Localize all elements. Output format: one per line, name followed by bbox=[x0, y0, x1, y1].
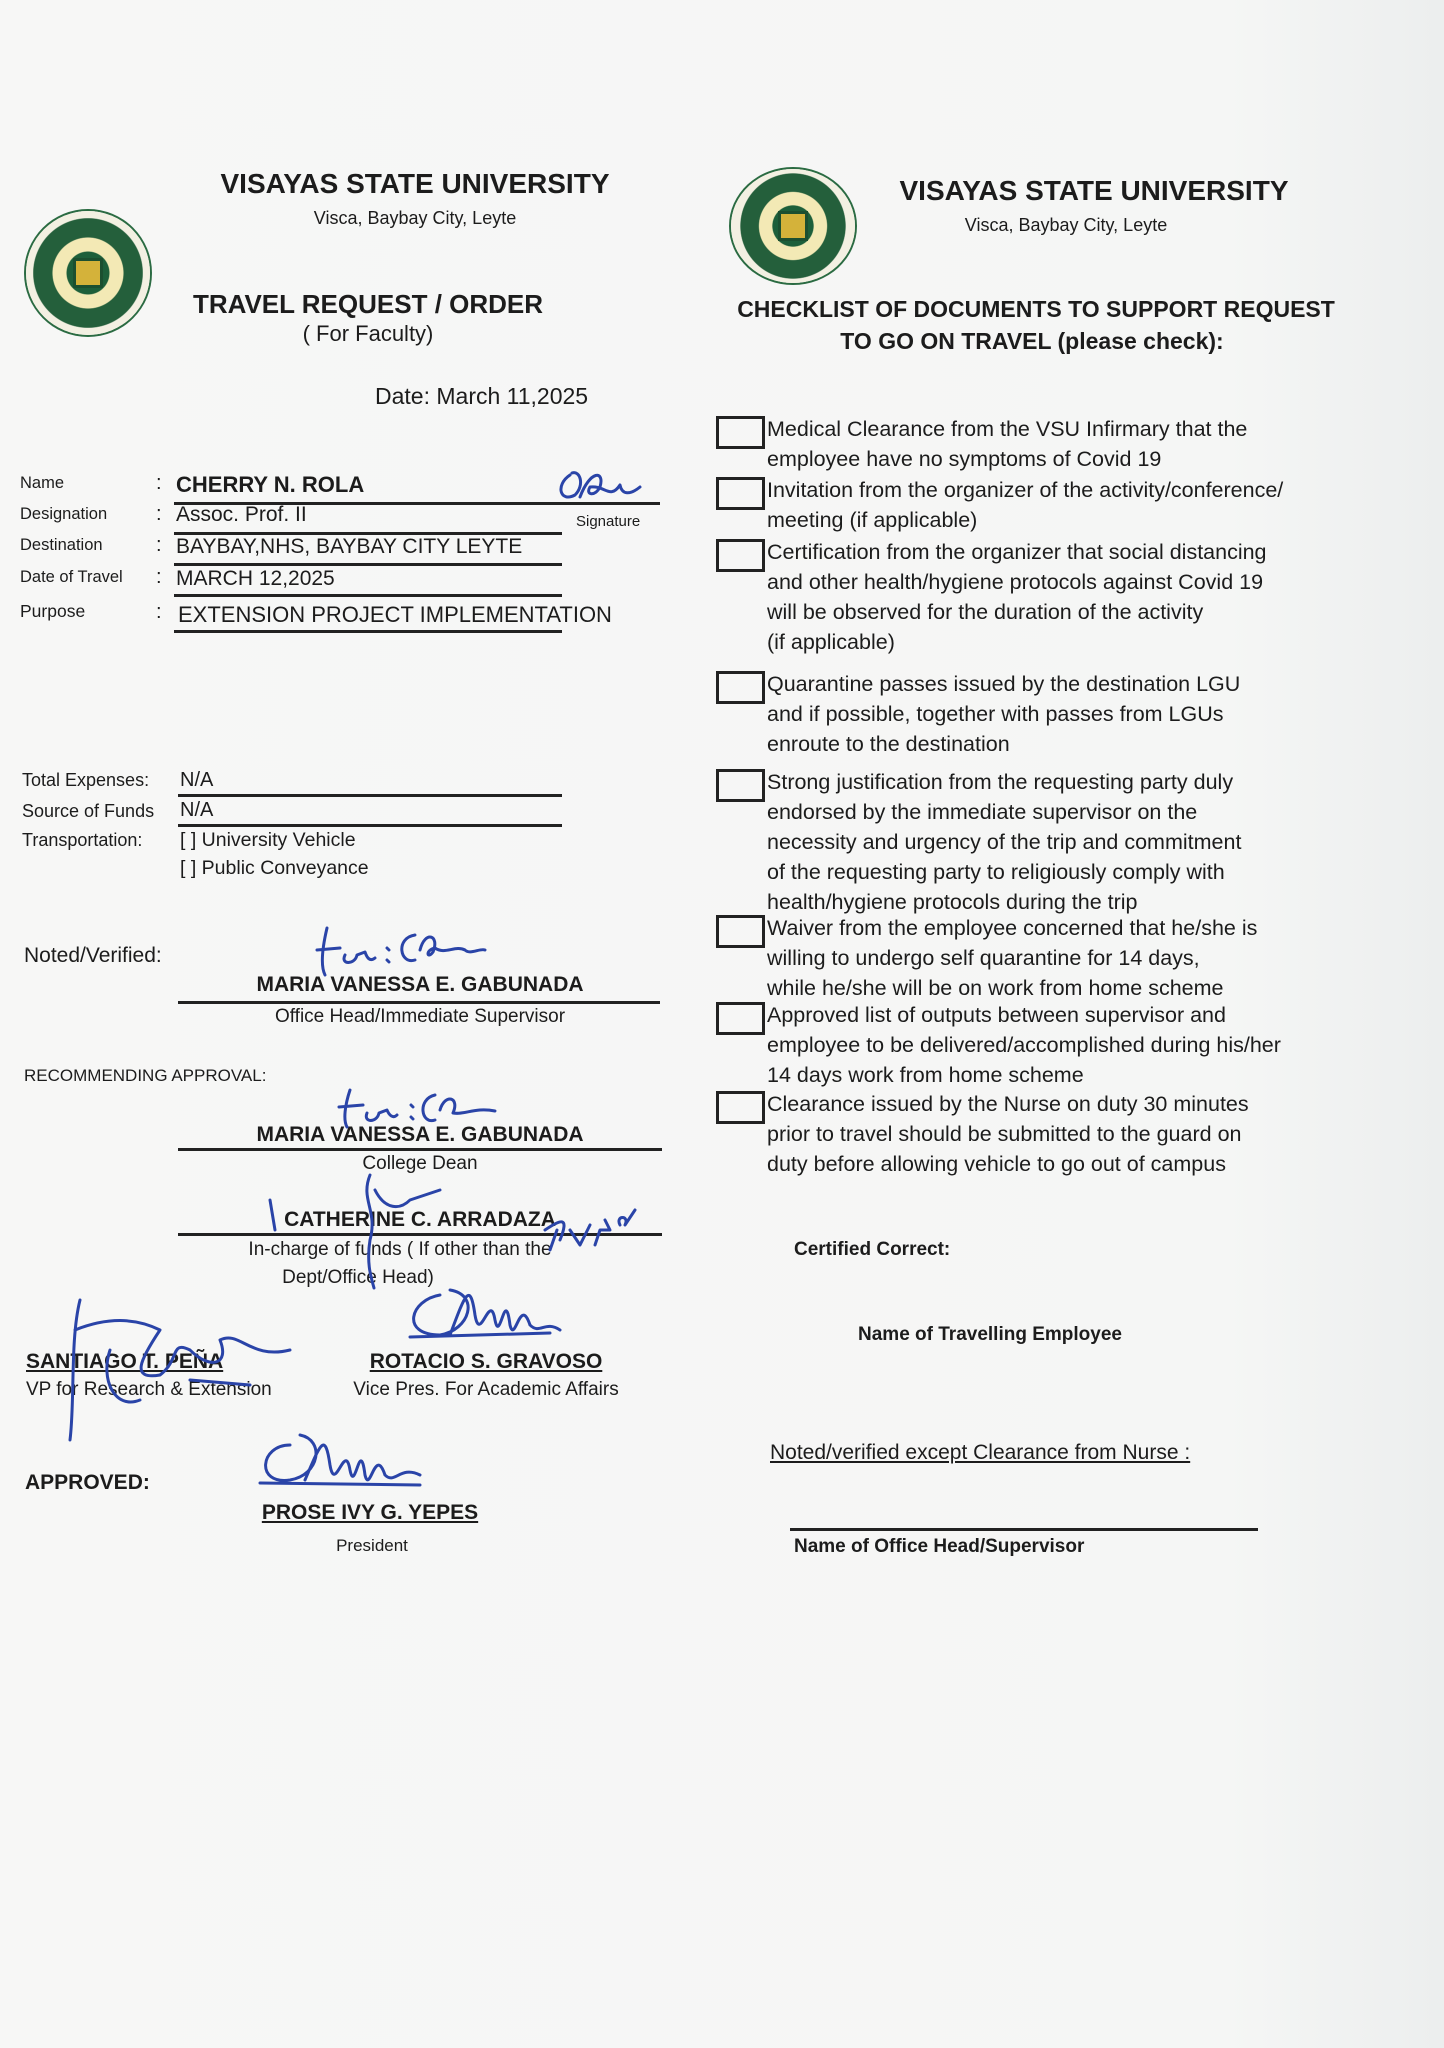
signature-label: Signature bbox=[576, 513, 641, 530]
checklist-item-line: Medical Clearance from the VSU Infirmary that the bbox=[767, 417, 1248, 441]
form-subtitle: ( For Faculty) bbox=[302, 321, 434, 346]
designation-value: Assoc. Prof. II bbox=[176, 503, 307, 526]
vp-research-name: SANTIAGO T. PEÑA bbox=[26, 1350, 224, 1373]
checklist-checkbox[interactable] bbox=[716, 416, 765, 449]
checklist-item-line: of the requesting party to religiously comply with bbox=[767, 860, 1225, 884]
date-of-travel-value: MARCH 12,2025 bbox=[176, 567, 335, 590]
checklist-item-line: (if applicable) bbox=[767, 630, 895, 654]
source-of-funds-value: N/A bbox=[180, 799, 214, 821]
transportation-label: Transportation: bbox=[22, 830, 143, 850]
checklist-item-line: Clearance issued by the Nurse on duty 30 minutes bbox=[767, 1092, 1249, 1116]
checklist-item-line: 14 days work from home scheme bbox=[767, 1063, 1084, 1087]
noted-except-nurse-label: Noted/verified except Clearance from Nurse : bbox=[770, 1441, 1191, 1464]
funds-officer-name: CATHERINE C. ARRADAZA bbox=[284, 1208, 556, 1231]
checklist-checkbox[interactable] bbox=[716, 477, 765, 510]
funds-officer-title-1: In-charge of funds ( If other than the bbox=[248, 1239, 552, 1260]
checklist-item-line: Strong justification from the requesting party duly bbox=[767, 770, 1234, 794]
noted-signature bbox=[315, 920, 495, 980]
total-expenses-label: Total Expenses: bbox=[22, 770, 150, 790]
checklist-item-line: necessity and urgency of the trip and commitment bbox=[767, 830, 1242, 854]
purpose-value: EXTENSION PROJECT IMPLEMENTATION bbox=[178, 602, 612, 627]
checklist-checkbox[interactable] bbox=[716, 769, 765, 802]
colon: : bbox=[156, 503, 162, 525]
checklist-checkbox[interactable] bbox=[716, 1091, 765, 1124]
office-head-label: Name of Office Head/Supervisor bbox=[794, 1536, 1085, 1557]
noted-signature-line bbox=[178, 1001, 660, 1004]
checklist-item-line: and if possible, together with passes from LGUs bbox=[767, 702, 1224, 726]
university-name-left: VISAYAS STATE UNIVERSITY bbox=[220, 168, 610, 199]
colon: : bbox=[156, 472, 162, 494]
recommending-approval-label: RECOMMENDING APPROVAL: bbox=[24, 1066, 267, 1085]
transport-option-public-conveyance[interactable]: [ ] Public Conveyance bbox=[180, 857, 369, 879]
checklist-item-line: Approved list of outputs between supervisor and bbox=[767, 1003, 1226, 1027]
president-title: President bbox=[336, 1536, 408, 1555]
checklist-item bbox=[767, 537, 1267, 657]
noted-name: MARIA VANESSA E. GABUNADA bbox=[256, 973, 584, 996]
vp-academic-title: Vice Pres. For Academic Affairs bbox=[353, 1379, 619, 1400]
president-signature bbox=[250, 1425, 430, 1500]
purpose-underline bbox=[174, 630, 562, 633]
dean-signature bbox=[335, 1085, 505, 1130]
checklist-item-line: Invitation from the organizer of the activity/conference/ bbox=[767, 478, 1284, 502]
checklist-item bbox=[767, 1089, 1249, 1179]
checklist-item-line: enroute to the destination bbox=[767, 732, 1010, 756]
office-head-signature-line bbox=[790, 1528, 1258, 1531]
destination-underline bbox=[174, 563, 562, 566]
checklist-item-line: will be observed for the duration of the activity bbox=[767, 600, 1204, 624]
checklist-item-line: meeting (if applicable) bbox=[767, 508, 978, 532]
university-address-left: Visca, Baybay City, Leyte bbox=[313, 208, 517, 228]
president-name: PROSE IVY G. YEPES bbox=[261, 1501, 479, 1524]
dean-signature-line bbox=[178, 1148, 662, 1151]
checklist-item-line: prior to travel should be submitted to the guard on bbox=[767, 1122, 1242, 1146]
checklist-title-line-1: CHECKLIST OF DOCUMENTS TO SUPPORT REQUEST bbox=[737, 296, 1335, 322]
checklist-item bbox=[767, 913, 1257, 1003]
checklist-item-line: Waiver from the employee concerned that he/she is bbox=[767, 916, 1258, 940]
checklist-item bbox=[767, 1000, 1281, 1090]
total-expenses-value: N/A bbox=[180, 769, 214, 791]
checklist-checkbox[interactable] bbox=[716, 915, 765, 948]
name-value: CHERRY N. ROLA bbox=[176, 472, 365, 497]
checklist-checkbox[interactable] bbox=[716, 1002, 765, 1035]
checklist-title-line-2: TO GO ON TRAVEL (please check): bbox=[840, 328, 1224, 354]
vp-academic-name: ROTACIO S. GRAVOSO bbox=[369, 1350, 603, 1373]
approved-label: APPROVED: bbox=[25, 1471, 150, 1494]
vp-research-title: VP for Research & Extension bbox=[26, 1379, 272, 1400]
checklist-item-line: Quarantine passes issued by the destination LGU bbox=[767, 672, 1241, 696]
designation-label: Designation bbox=[20, 505, 108, 523]
request-date: Date: March 11,2025 bbox=[375, 383, 589, 409]
name-label: Name bbox=[20, 474, 65, 492]
checklist-item-line: endorsed by the immediate supervisor on the bbox=[767, 800, 1198, 824]
colon: : bbox=[156, 534, 162, 556]
university-address-right: Visca, Baybay City, Leyte bbox=[964, 215, 1168, 235]
colon: : bbox=[156, 566, 162, 588]
source-underline bbox=[178, 824, 562, 827]
destination-label: Destination bbox=[20, 536, 103, 554]
destination-value: BAYBAY,NHS, BAYBAY CITY LEYTE bbox=[176, 535, 523, 558]
checklist-item bbox=[767, 475, 1283, 535]
university-seal-right bbox=[731, 169, 855, 283]
checklist-item-line: while he/she will be on work from home scheme bbox=[767, 976, 1224, 1000]
form-title: TRAVEL REQUEST / ORDER bbox=[192, 289, 544, 319]
funds-officer-title-2: Dept/Office Head) bbox=[282, 1267, 434, 1288]
checklist-item-line: employee have no symptoms of Covid 19 bbox=[767, 447, 1162, 471]
certified-correct-label: Certified Correct: bbox=[794, 1239, 951, 1260]
funds-officer-signature bbox=[260, 1170, 660, 1290]
checklist-item bbox=[767, 414, 1247, 474]
transport-option-university-vehicle[interactable]: [ ] University Vehicle bbox=[180, 829, 356, 851]
checklist-item bbox=[767, 767, 1241, 917]
date-of-travel-label: Date of Travel bbox=[20, 568, 123, 586]
checklist-item bbox=[767, 669, 1240, 759]
travelling-employee-label: Name of Travelling Employee bbox=[858, 1324, 1122, 1345]
date-underline bbox=[174, 594, 562, 597]
checklist-checkbox[interactable] bbox=[716, 539, 765, 572]
dean-name: MARIA VANESSA E. GABUNADA bbox=[256, 1123, 584, 1146]
dean-title: College Dean bbox=[362, 1153, 478, 1174]
checklist-item-line: willing to undergo self quarantine for 14 days, bbox=[767, 946, 1200, 970]
checklist-item-line: duty before allowing vehicle to go out of campus bbox=[767, 1152, 1226, 1176]
purpose-label: Purpose bbox=[20, 601, 86, 621]
employee-signature bbox=[550, 465, 650, 510]
checklist-checkbox[interactable] bbox=[716, 671, 765, 704]
total-underline bbox=[178, 794, 562, 797]
checklist-item-line: and other health/hygiene protocols against Covid 19 bbox=[767, 570, 1264, 594]
vp-academic-signature bbox=[390, 1275, 570, 1355]
university-name-right: VISAYAS STATE UNIVERSITY bbox=[899, 175, 1289, 206]
noted-verified-label: Noted/Verified: bbox=[24, 944, 162, 967]
checklist-item-line: Certification from the organizer that social distancing bbox=[767, 540, 1267, 564]
checklist-item-line: employee to be delivered/accomplished during his/her bbox=[767, 1033, 1281, 1057]
university-seal-left bbox=[26, 211, 150, 335]
source-of-funds-label: Source of Funds bbox=[22, 801, 155, 821]
colon: : bbox=[156, 601, 162, 623]
checklist-item-line: health/hygiene protocols during the trip bbox=[767, 890, 1138, 914]
noted-title: Office Head/Immediate Supervisor bbox=[274, 1006, 566, 1027]
